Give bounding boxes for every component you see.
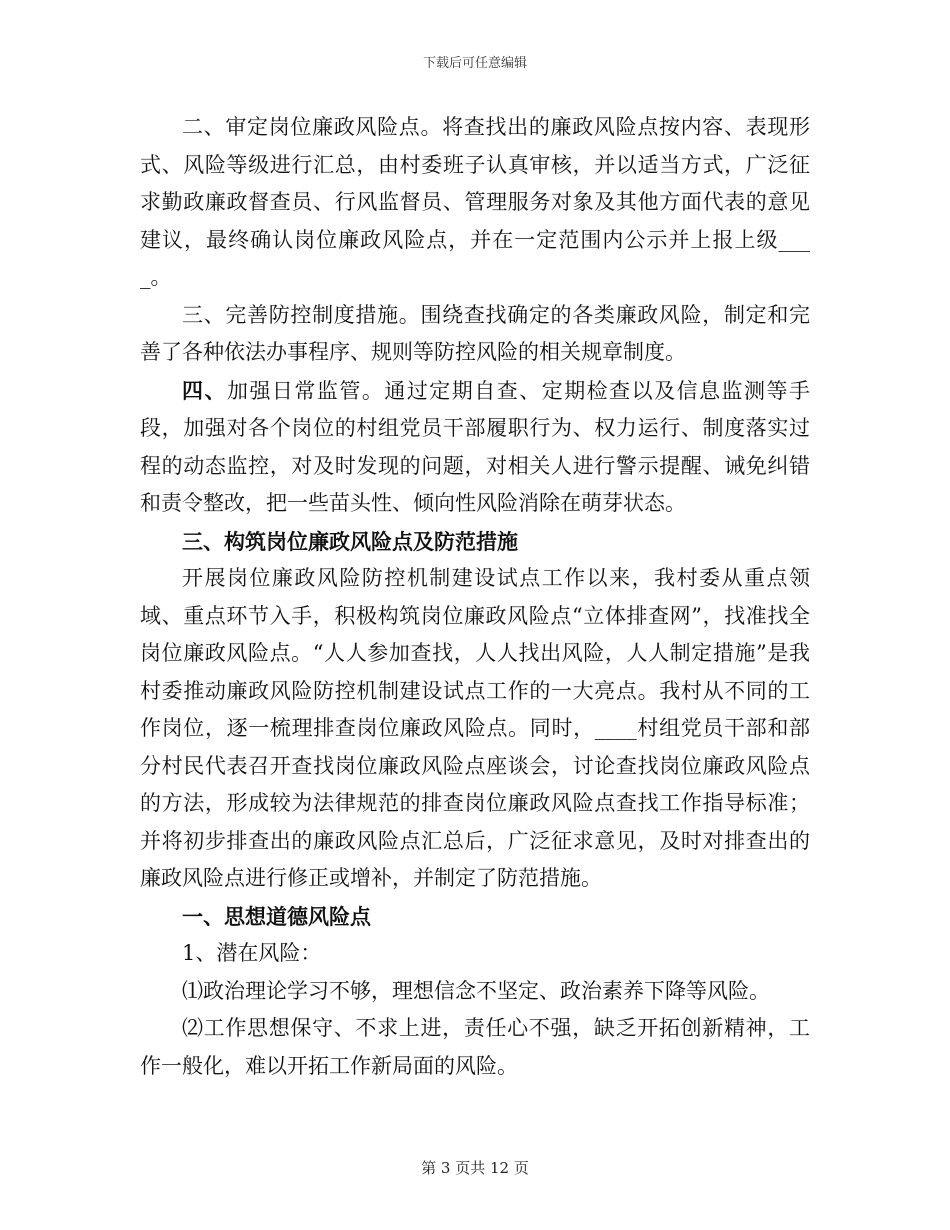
paragraph-daily-supervision-lead: 四、 bbox=[182, 377, 227, 403]
paragraph-daily-supervision-text: 加强日常监管。通过定期自查、定期检查以及信息监测等手段，加强对各个岗位的村组党员干部履职行为、权力运行、制度落实过程的动态监控，对及时发现的问题，对相关人进行警示提醒、诫免纠错和责令整改，把一些苗头性、倾向性风险消除在萌芽状态。 bbox=[140, 378, 811, 515]
section-heading-risk-points: 三、构筑岗位廉政风险点及防范措施 bbox=[182, 528, 518, 554]
section-heading-moral-risk: 一、思想道德风险点 bbox=[182, 903, 371, 929]
paragraph-control-measures: 三、完善防控制度措施。围绕查找确定的各类廉政风险，制定和完善了各种依法办事程序、规则等防控风险的相关规章制度。 bbox=[140, 302, 810, 364]
paragraph-review-risk-points: 二、审定岗位廉政风险点。将查找出的廉政风险点按内容、表现形式、风险等级进行汇总，由村委班子认真审核，并以适当方式，广泛征求勤政廉政督查员、行风监督员、管理服务对象及其他方面代表的意见建议，最终确认岗位廉政风险点，并在一定范围内公示并上报上级____。 bbox=[140, 115, 810, 289]
list-item-2: ⑵工作思想保守、不求上进，责任心不强，缺乏开拓创新精神，工作一般化，难以开拓工作新局面的风险。 bbox=[140, 1016, 810, 1078]
page-footer: 第 3 页共 12 页 bbox=[421, 1159, 529, 1177]
paragraph-daily-supervision bbox=[140, 372, 810, 523]
list-item-1: ⑴政治理论学习不够，理想信念不坚定、政治素养下降等风险。 bbox=[182, 978, 770, 1003]
paragraph-pilot-work: 开展岗位廉政风险防控机制建设试点工作以来，我村委从重点领域、重点环节入手，积极构筑岗位廉政风险点“立体排查网”，找准找全岗位廉政风险点。“人人参加查找，人人找出风险，人人制定措施”是我村委推动廉政风险防控机制建设试点工作的一大亮点。我村从不同的工作岗位，逐一梳理排查岗位廉政风险点。同时，____村组党员干部和部分村民代表召开查找岗位廉政风险点座谈会，讨论查找岗位廉政风险点的方法，形成较为法律规范的排查岗位廉政风险点查找工作指导标准；并将初步排查出的廉政风险点汇总后，广泛征求意见，及时对排查出的廉政风险点进行修正或增补，并制定了防范措施。 bbox=[140, 566, 810, 890]
page-header: 下载后可任意编辑 bbox=[422, 56, 527, 71]
document-body bbox=[140, 109, 810, 1085]
subheading-potential-risk: 1、潜在风险： bbox=[182, 941, 322, 965]
